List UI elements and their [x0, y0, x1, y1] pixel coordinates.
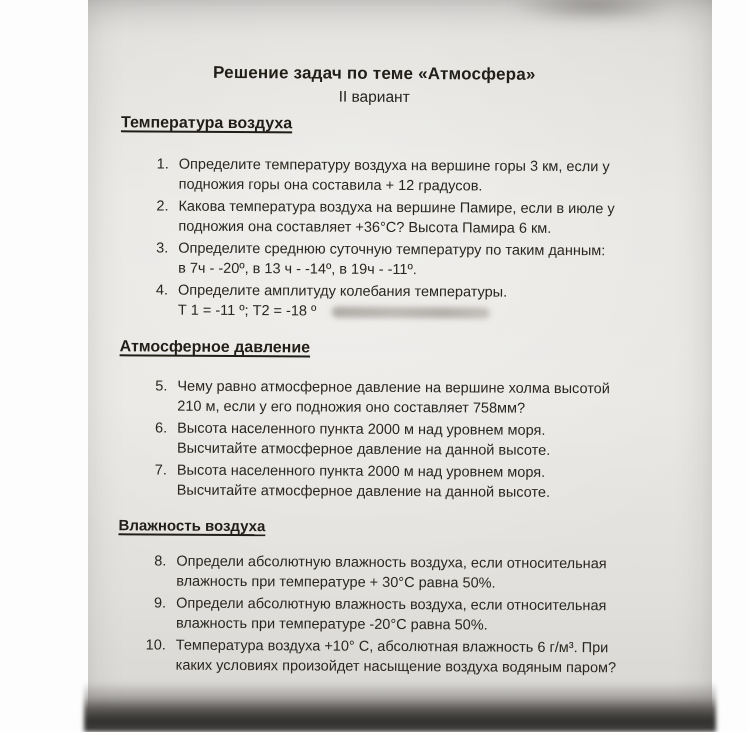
- list-item: [139, 376, 711, 419]
- item-text: [179, 155, 610, 198]
- variant-label: II вариант: [338, 88, 410, 107]
- list-item: [138, 593, 710, 636]
- list-item: [138, 551, 710, 594]
- item-text: [177, 377, 610, 420]
- list-item: [140, 280, 712, 323]
- item-line-text: Т 1 = -11 º; Т2 = -18 º: [177, 302, 317, 320]
- item-line: Определите амплитуду колебания температуры.: [177, 282, 508, 301]
- item-line: в 7ч - -20º, в 13 ч - -14º, в 19ч - -11º.: [178, 260, 417, 279]
- item-number: 8.: [154, 553, 167, 570]
- item-line: Определите температуру воздуха на вершине горы 3 км, если у: [178, 156, 610, 176]
- item-number: 2.: [156, 198, 169, 215]
- item-number: 5.: [155, 378, 168, 395]
- item-line: влажность при температуре + 30°С равна 50%.: [176, 573, 496, 592]
- page-title: Решение задач по теме «Атмосфера»: [213, 62, 536, 84]
- table-edge-shadow: [84, 682, 716, 732]
- item-line: Определите среднюю суточную температуру по таким данным:: [178, 240, 606, 260]
- list-item: [139, 460, 711, 503]
- item-text: [176, 594, 607, 637]
- item-text: [177, 461, 550, 503]
- blurred-handwriting: [332, 306, 490, 318]
- item-line: каких условиях произойдет насыщение воздуха водяным паром?: [175, 657, 617, 677]
- item-number: 9.: [153, 595, 167, 612]
- item-text: [176, 636, 617, 679]
- section-heading-temperature: Температура воздуха: [120, 114, 293, 133]
- item-number: 7.: [154, 462, 167, 479]
- item-text: [176, 552, 607, 595]
- item-line: Определи абсолютную влажность воздуха, если относительная: [176, 553, 607, 573]
- list-item: [140, 238, 712, 281]
- item-number: 6.: [155, 420, 168, 437]
- task-list-pressure: [139, 376, 712, 503]
- task-list-humidity: [138, 551, 711, 678]
- item-number: 4.: [155, 282, 169, 299]
- item-text: [178, 281, 507, 323]
- item-line: [178, 301, 507, 323]
- item-line: Высота населенного пункта 2000 м над уровнем моря.: [176, 462, 546, 481]
- item-text: [178, 197, 614, 240]
- item-line: 210 м, если у его подножия оно составляет 758мм?: [177, 398, 526, 417]
- document-content: [85, 0, 713, 730]
- item-text: [177, 419, 550, 461]
- item-line: подножия горы она составила + 12 градусов.: [178, 176, 483, 195]
- item-number: 10.: [145, 637, 166, 654]
- item-number: 1.: [156, 156, 169, 173]
- item-line: Высчитайте атмосферное давление на данной высоте.: [176, 482, 551, 501]
- item-line: Температура воздуха +10° С, абсолютная влажность 6 г/м³. При: [175, 637, 609, 657]
- item-line: Определи абсолютную влажность воздуха, если относительная: [176, 595, 607, 615]
- item-line: Чему равно атмосферное давление на вершине холма высотой: [177, 378, 610, 398]
- list-item: [140, 196, 712, 239]
- item-line: Высота населенного пункта 2000 м над уровнем моря.: [177, 420, 546, 439]
- list-item: [141, 154, 713, 197]
- item-line: подножия она составляет +36°С? Высота Памира 6 км.: [178, 218, 552, 237]
- paper-photo: [88, 0, 712, 728]
- list-item: [138, 635, 710, 678]
- item-line: Какова температура воздуха на вершине Памире, если в июле у: [178, 198, 615, 218]
- item-text: [178, 239, 605, 282]
- section-heading-pressure: Атмосферное давление: [119, 338, 311, 357]
- task-list-temperature: [140, 154, 713, 323]
- section-heading-humidity: Влажность воздуха: [118, 517, 266, 536]
- item-number: 3.: [156, 240, 169, 257]
- item-line: влажность при температуре -20°С равна 50%.: [175, 615, 488, 634]
- item-line: Высчитайте атмосферное давление на данной высоте.: [176, 440, 551, 459]
- list-item: [139, 418, 711, 461]
